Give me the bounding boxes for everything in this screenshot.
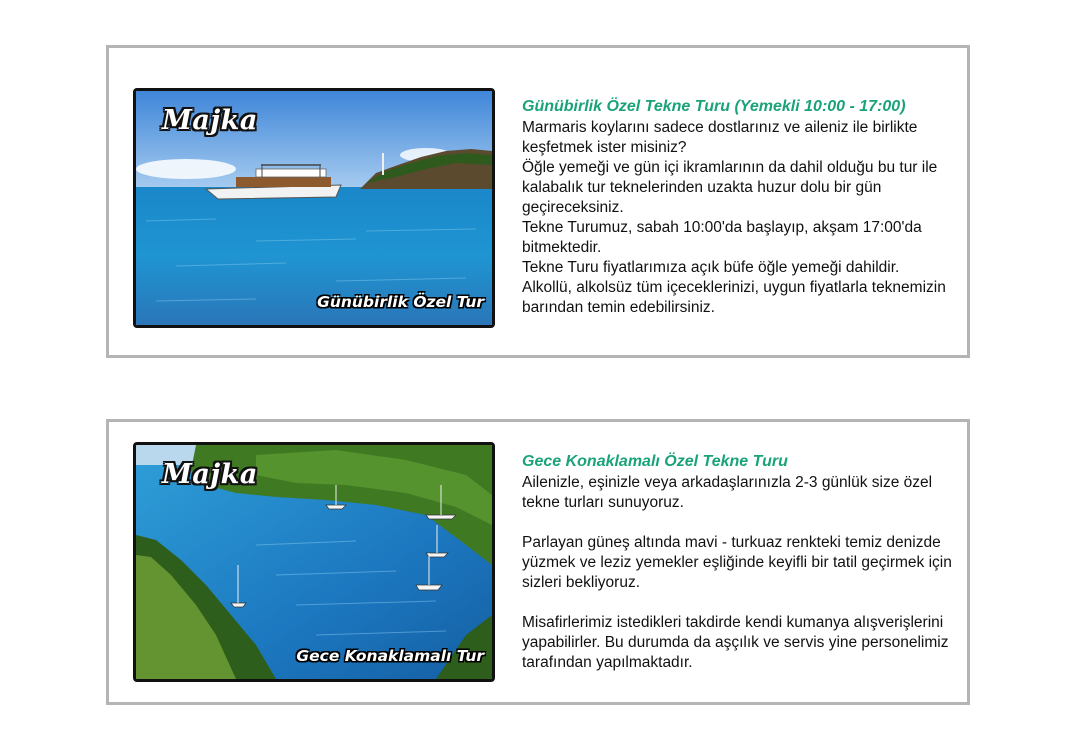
tour-title: Günübirlik Özel Tekne Turu (Yemekli 10:00 - 17:00) <box>522 98 906 115</box>
majka-logo: Majka <box>162 105 258 136</box>
photo-caption: Gece Konaklamalı Tur <box>296 647 484 665</box>
tour-photo-daily[interactable] <box>133 88 495 328</box>
description-line: Tekne Turumuz, sabah 10:00'da başlayıp, akşam 17:00'da bitmektedir. <box>522 219 922 256</box>
description-paragraph: Misafirlerimiz istedikleri takdirde kendi kumanya alışverişlerini yapabilirler. Bu durumda da aşçılık ve servis yine personelimiz tarafından yapılmaktadır. <box>522 614 949 671</box>
tour-title: Gece Konaklamalı Özel Tekne Turu <box>522 453 788 470</box>
description-line: Tekne Turu fiyatlarımıza açık büfe öğle yemeği dahildir. <box>522 259 900 276</box>
majka-logo: Majka <box>162 459 258 490</box>
description-paragraph: Parlayan güneş altında mavi - turkuaz renkteki temiz denizde yüzmek ve leziz yemekler eşliğinde keyifli bir tatil geçirmek için sizleri bekliyoruz. <box>522 534 952 591</box>
description-line: Marmaris koylarını sadece dostlarınız ve aileniz ile birlikte keşfetmek ister misiniz? <box>522 119 918 156</box>
description-paragraph: Ailenizle, eşinizle veya arkadaşlarınızla 2-3 günlük size özel tekne turları sunuyoruz. <box>522 474 933 511</box>
tour-card-daily <box>106 45 970 358</box>
photo-caption: Günübirlik Özel Tur <box>317 293 484 311</box>
tour-card-overnight <box>106 419 970 705</box>
tour-photo-overnight[interactable] <box>133 442 495 682</box>
description-line: Alkollü, alkolsüz tüm içeceklerinizi, uygun fiyatlarla teknemizin barından temin edebilirsiniz. <box>522 279 946 316</box>
description-line: Öğle yemeği ve gün içi ikramlarının da dahil olduğu bu tur ile kalabalık tur teknelerinden uzakta huzur dolu bir gün geçireceksiniz. <box>522 159 938 216</box>
tour-description-daily <box>522 97 962 318</box>
tour-description-overnight <box>522 452 962 673</box>
